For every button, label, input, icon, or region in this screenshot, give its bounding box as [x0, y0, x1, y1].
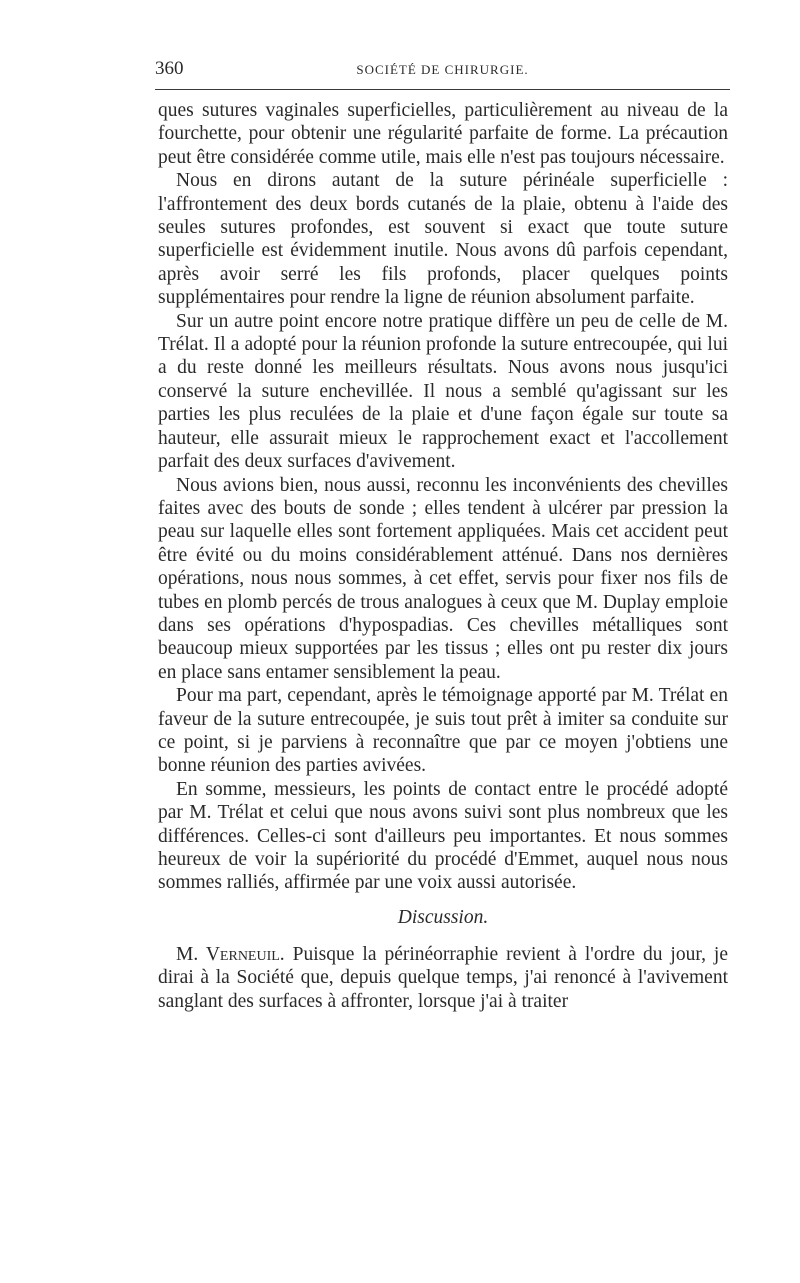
section-heading: Discussion.: [397, 906, 489, 928]
speaker-name: M. Verneuil.: [176, 943, 285, 965]
paragraph: Nous avions bien, nous aussi, reconnu les inconvénients des chevilles faites avec des bouts de sonde ; elles tendent à ulcérer par pression la peau sur laquelle elles sont fortement appliquées. Mais cet accident peut être évité ou du moins considérablement atténué. Dans nos dernières opérations, nous nous sommes, à cet effet, servis pour fixer nos fils de tubes en plomb percés de trous analogues à ceux que M. Duplay emploie dans ses opérations d'hypospadias. Ces chevilles métalliques sont beaucoup mieux supportées par les tissus ; elles ont pu rester dix jours en place sans entamer sensiblement la peau.: [158, 474, 728, 683]
running-head: SOCIÉTÉ DE CHIRURGIE.: [356, 62, 529, 77]
discussion-text: Puisque la périnéorraphie revient à l'ordre du jour, je dirai à la Société que, depuis quelque temps, j'ai renoncé à l'avivement sanglant des surfaces à affronter, lorsque j'ai à traiter: [158, 943, 728, 1012]
page-header: [155, 58, 730, 84]
body-text: [158, 99, 728, 1013]
paragraph: Nous en dirons autant de la suture périnéale superficielle : l'affrontement des deux bords cutanés de la plaie, obtenu à l'aide des seules sutures profondes, est souvent si exact que toute suture superficielle est évidemment inutile. Nous avons dû parfois cependant, après avoir serré les fils profonds, placer quelques points supplémentaires pour rendre la ligne de réunion absolument parfaite.: [158, 170, 728, 309]
paragraph: En somme, messieurs, les points de contact entre le procédé adopté par M. Trélat et celui que nous avons suivi sont plus nombreux que les différences. Celles-ci sont d'ailleurs peu importantes. Et nous sommes heureux de voir la supériorité du procédé d'Emmet, auquel nous nous sommes ralliés, affirmée par une voix aussi autorisée.: [158, 778, 728, 894]
header-rule: [155, 89, 730, 90]
paragraph: Sur un autre point encore notre pratique diffère un peu de celle de M. Trélat. Il a adopté pour la réunion profonde la suture entrecoupée, qui lui a du reste donné les meilleurs résultats. Nous avons nous jusqu'ici conservé la suture enchevillée. Il nous a semblé qu'agissant sur les parties les plus reculées de la plaie et d'une façon égale sur toute sa hauteur, elle assurait mieux le rapprochement exact et l'accollement parfait des deux surfaces d'avivement.: [158, 310, 728, 473]
paragraph: Pour ma part, cependant, après le témoignage apporté par M. Trélat en faveur de la suture entrecoupée, je suis tout prêt à imiter sa conduite sur ce point, si je parviens à reconnaître que par ce moyen j'obtiens une bonne réunion des parties avivées.: [158, 685, 728, 777]
page-number: 360: [155, 58, 184, 79]
discussion-paragraph: [158, 943, 728, 1013]
paragraph: ques sutures vaginales superficielles, particulièrement au niveau de la fourchette, pour obtenir une régularité parfaite de forme. La précaution peut être considérée comme utile, mais elle n'est pas toujours nécessaire.: [158, 100, 728, 168]
